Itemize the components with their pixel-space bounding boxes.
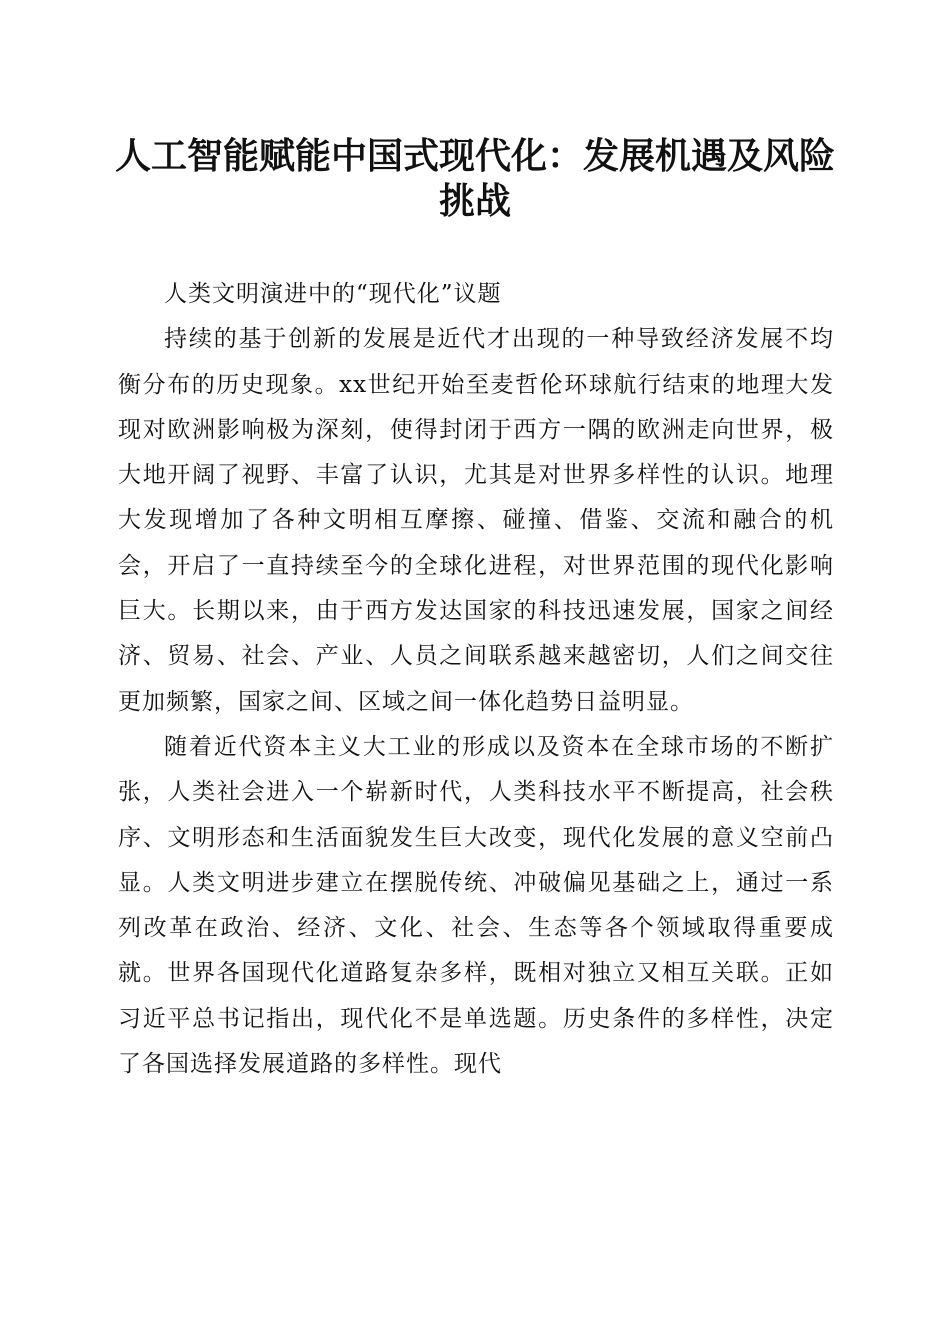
document-title: 人工智能赋能中国式现代化：发展机遇及风险挑战: [114, 135, 835, 222]
section-subheading: 人类文明演进中的“现代化”议题: [164, 281, 502, 307]
body-paragraph: 随着近代资本主义大工业的形成以及资本在全球市场的不断扩张，人类社会进入一个崭新时代，人类科技水平不断提高，社会秩序、文明形态和生活面貌发生巨大改变，现代化发展的意义空前凸显。人类文明进步建立在摆脱传统、冲破偏见基础之上，通过一系列改革在政治、经济、文化、社会、生态等各个领域取得重要成就。世界各国现代化道路复杂多样，既相对独立又相互关联。正如习近平总书记指出，现代化不是单选题。历史条件的多样性，决定了各国选择发展道路的多样性。现代: [118, 733, 834, 1078]
document-body: [118, 272, 834, 1087]
body-paragraph: 持续的基于创新的发展是近代才出现的一种导致经济发展不均衡分布的历史现象。xx世纪开始至麦哲伦环球航行结束的地理大发现对欧洲影响极为深刻，使得封闭于西方一隅的欧洲走向世界，极大地开阔了视野、丰富了认识，尤其是对世界多样性的认识。地理大发现增加了各种文明相互摩擦、碰撞、借鉴、交流和融合的机会，开启了一直持续至今的全球化进程，对世界范围的现代化影响巨大。长期以来，由于西方发达国家的科技迅速发展，国家之间经济、贸易、社会、产业、人员之间联系越来越密切，人们之间交往更加频繁，国家之间、区域之间一体化趋势日益明显。: [118, 326, 834, 715]
